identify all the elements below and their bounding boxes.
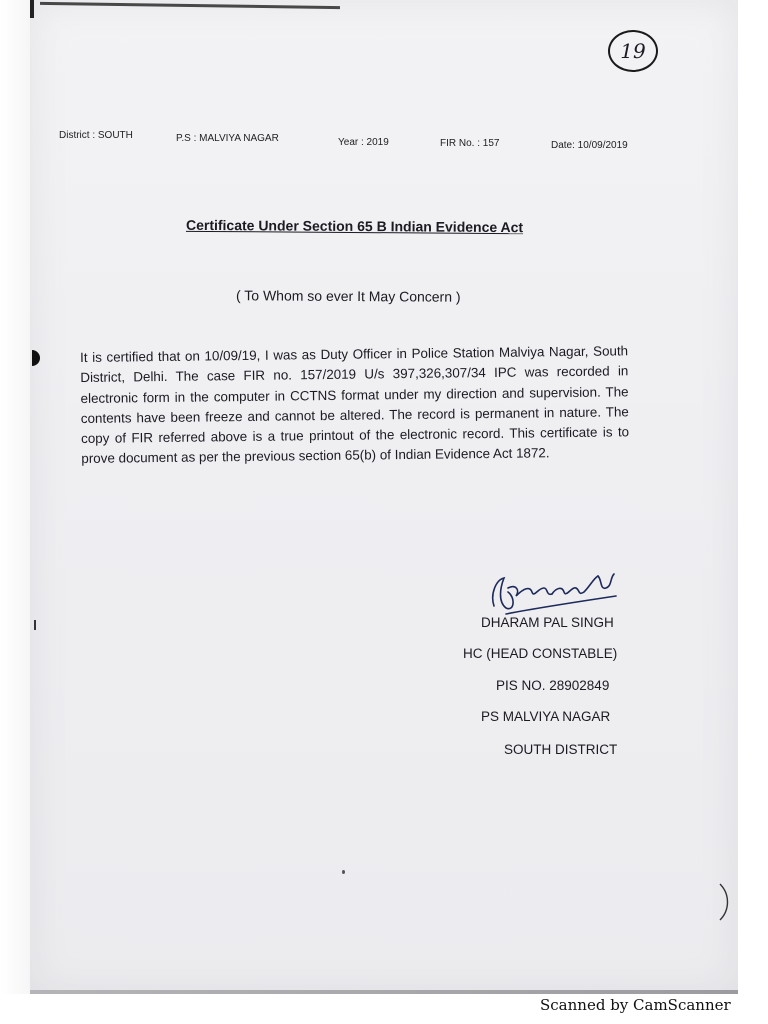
certificate-subtitle: ( To Whom so ever It May Concern ) <box>235 287 461 305</box>
signature-image <box>486 558 626 622</box>
signatory-police-station: PS MALVIYA NAGAR <box>481 709 611 724</box>
signatory-pis-number: PIS NO. 28902849 <box>496 678 610 693</box>
certificate-title: Certificate Under Section 65 B Indian Evidence Act <box>185 216 524 236</box>
page-edge-mark <box>30 0 34 18</box>
page-number: 19 <box>608 30 658 72</box>
signatory-designation: HC (HEAD CONSTABLE) <box>463 646 618 661</box>
header-fir-number: FIR No. : 157 <box>440 138 500 149</box>
scan-bottom-edge <box>30 990 738 994</box>
header-date: Date: 10/09/2019 <box>551 140 628 151</box>
header-year: Year : 2019 <box>338 137 389 148</box>
header-police-station: P.S : MALVIYA NAGAR <box>176 133 279 144</box>
scanner-watermark: Scanned by CamScanner <box>540 996 731 1014</box>
document-page <box>30 0 738 994</box>
scan-speck <box>342 870 345 874</box>
header-district: District : SOUTH <box>59 130 133 141</box>
scan-margin <box>0 0 30 994</box>
certificate-body: It is certified that on 10/09/19, I was as Duty Officer in Police Station Malviya Nagar, South District, Delhi. The case FIR no. 157/2019 U/s 397,326,307/34 IPC was recorded in electronic form in the computer in CCTNS format under my direction and supervision. The contents have been freeze and cannot be altered. The record is permanent in nature. The copy of FIR referred above is a true printout of the electronic record. This certificate is to prove document as per the previous section 65(b) of Indian Evidence Act 1872. <box>80 343 630 467</box>
page-curl-mark <box>716 882 734 922</box>
margin-tick <box>34 620 36 630</box>
signatory-district: SOUTH DISTRICT <box>504 742 618 757</box>
signatory-name: DHARAM PAL SINGH <box>481 615 614 630</box>
